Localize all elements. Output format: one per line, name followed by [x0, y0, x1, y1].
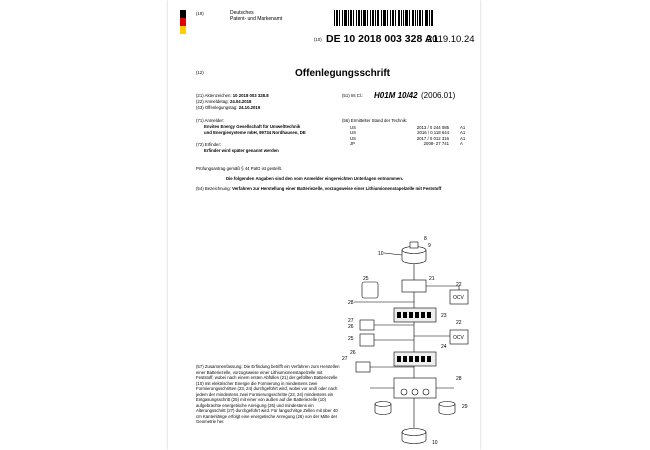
aging-station	[356, 362, 370, 372]
applicant-line2: und Energiesysteme mbH, 99734 Nordhausen, DE	[204, 130, 306, 135]
prior-art-number: 2008- 27 741	[423, 140, 449, 146]
degassing-station	[362, 282, 378, 298]
figure-label: 22	[456, 320, 462, 326]
publication-day-row	[196, 105, 260, 110]
publication-number: DE 10 2018 003 328 A1	[326, 33, 439, 45]
german-flag-logo	[180, 10, 186, 34]
office-name-line1: Deutsches	[230, 10, 254, 16]
figure-label: 27	[348, 318, 354, 324]
abstract-label: (57) Zusammenfassung:	[196, 364, 243, 369]
flag-stripe-black	[180, 10, 186, 18]
prior-art-country: US	[350, 130, 356, 136]
abstract-text: Die Erfindung betrifft ein Verfahren zum Herstellen einer Batteriezelle, vorzugsweise einer Lithiumionenstapelzelle mit Feststoff, wobei nach einem ersten Abfüllen (21) der gefüllten Batteriezelle (10) mit elektrischer Energie die Formierung in mindestens zwei Formierungsschritten (23, 24) durchgeführt wird, wobei vor und/ oder nach jedem der mindestens zwei Formierungsschritte (23, 24) mindestens ein Entgasungsschritt (25) mit einer von außen auf die Batteriezelle (10) aufgebrachte energetische Anregung (26) und mindestens ein Alterungsschritt (27) durchgeführt wird. Für langschritge Zellen mit über 40 cm Kantenlänge erfolgt eine energetische Anregung (26) von der Mitte der Geometrie her.	[196, 364, 340, 425]
ipc-label: (51) Int Cl.:	[342, 93, 364, 98]
designation-label: (54) Bezeichnung:	[196, 186, 231, 191]
figure-label: 28	[456, 376, 462, 382]
flag-stripe-red	[180, 18, 186, 26]
prior-art-kind: A1	[460, 130, 466, 136]
prior-art-country: JP	[350, 140, 356, 146]
prior-art-number: 2017 / 0 012 316	[416, 135, 449, 141]
document-title: Offenlegungsschrift	[295, 68, 391, 79]
process-figure	[336, 228, 472, 450]
inventor-label: (72) Erfinder:	[196, 142, 222, 147]
figure-label: OCV	[453, 335, 464, 341]
figure-label: OCV	[453, 295, 464, 301]
prior-art-row	[350, 141, 468, 146]
applicant-info-note: Die folgenden Angaben sind den vom Anmelder eingereichten Unterlagen entnommen.	[226, 176, 404, 181]
figure-label: 23	[441, 313, 447, 319]
publication-day-value: 24.10.2019	[238, 105, 261, 110]
prior-art-kind: A1	[460, 125, 466, 130]
figure-label: 10	[432, 440, 438, 446]
prior-art-country: US	[350, 135, 356, 141]
publication-day-label: (43) Offenlegungstag:	[196, 105, 238, 110]
degassing-station	[360, 334, 374, 346]
figure-label: 21	[429, 276, 435, 282]
figure-label: 28	[348, 300, 354, 306]
patent-page	[168, 0, 480, 450]
filing-date-label: (22) Anmeldetag:	[196, 99, 229, 104]
battery-cell-top	[402, 242, 426, 264]
applicant-line1: Envites Energy Gesellschaft für Umwelttechnik	[204, 124, 301, 129]
prior-art-country: US	[350, 125, 356, 130]
figure-label: 22	[456, 282, 462, 288]
file-number-label: (21) Aktenzeichen:	[196, 93, 232, 98]
file-number-row	[196, 93, 269, 98]
ipc-class: H01M 10/42	[374, 91, 418, 100]
designation-text: Verfahren zur Herstellung einer Batteriezelle, vorzugsweise einer Lithiumionenstapelzelle mit Feststoff	[232, 186, 442, 191]
code-12: (12)	[196, 70, 204, 75]
figure-label: 24	[441, 344, 447, 350]
exam-request-note: Prüfungsantrag gemäß § 44 PatG ist gestellt.	[196, 166, 282, 171]
prior-art-number: 2013 / 0 244 085	[416, 125, 449, 130]
aging-station	[360, 320, 374, 330]
prior-art-kind: A	[460, 140, 463, 146]
figure-label: 9	[428, 243, 431, 249]
ipc-year: (2006.01)	[421, 91, 456, 100]
figure-label: 8	[424, 236, 427, 242]
prior-art-kind: A1	[460, 135, 466, 141]
code-19: (19)	[196, 11, 204, 16]
publication-date: 2019.10.24	[427, 34, 475, 45]
abstract	[196, 364, 340, 425]
figure-label: 26	[348, 324, 354, 330]
prior-art-table	[350, 125, 468, 146]
figure-label: 25	[363, 276, 369, 282]
figure-label: 27	[342, 356, 348, 362]
battery-cell-bottom	[402, 429, 426, 444]
designation	[196, 186, 458, 191]
filling-box	[402, 280, 426, 292]
office-name-line2: Patent- und Markenamt	[230, 16, 283, 22]
prior-art-number: 2016 / 0 118 644	[417, 130, 449, 136]
inventor-value: Erfinder wird später genannt werden	[204, 148, 279, 153]
figure-label: 29	[462, 404, 468, 410]
battery-cell-side	[375, 402, 455, 415]
filing-date-row	[196, 99, 251, 104]
figure-label: 25	[348, 336, 354, 342]
applicant-label: (71) Anmelder:	[196, 118, 225, 123]
code-10: (10)	[314, 37, 322, 42]
prior-art-label: (56) Ermittelter Stand der Technik:	[342, 118, 408, 123]
figure-label: 26	[350, 350, 356, 356]
barcode	[334, 10, 434, 26]
figure-label: 10	[378, 251, 384, 257]
filing-date-value: 24.04.2018	[229, 99, 252, 104]
file-number-value: 10 2018 003 328.8	[232, 93, 269, 98]
flag-stripe-gold	[180, 26, 186, 34]
